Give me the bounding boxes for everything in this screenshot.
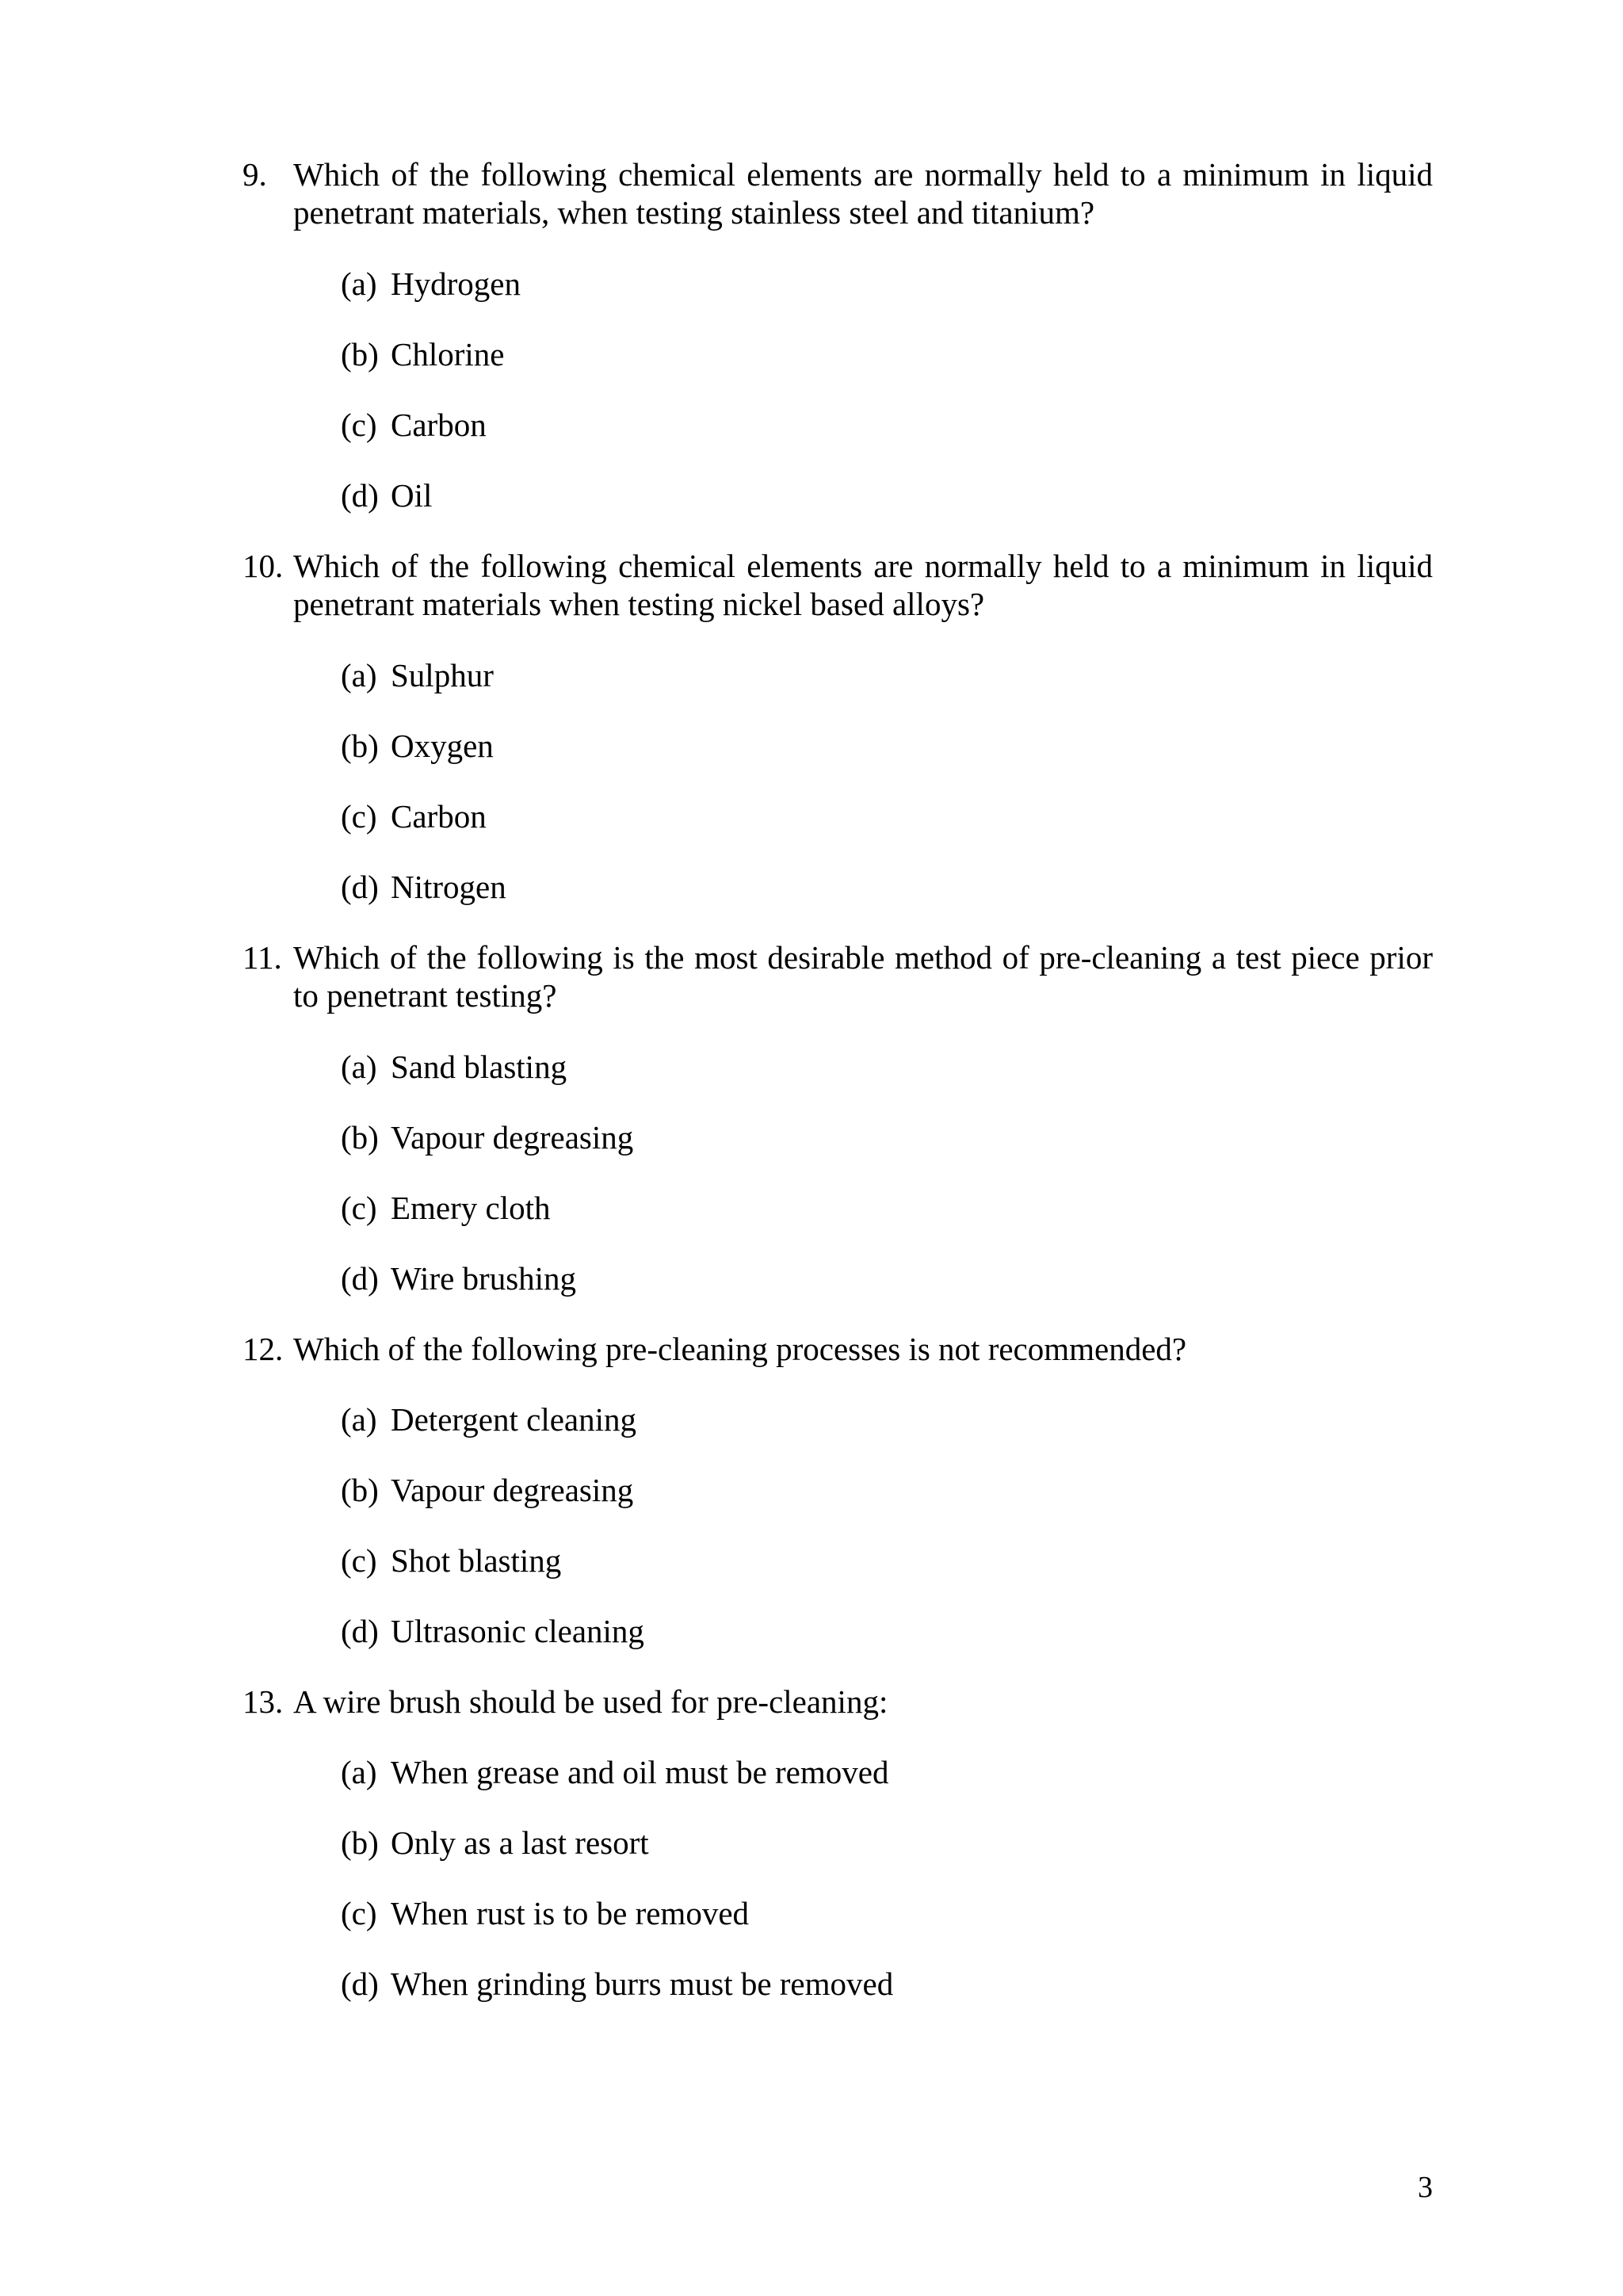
option-text: When rust is to be removed <box>391 1895 750 1931</box>
option-letter: (d) <box>341 1260 379 1297</box>
option-text: Carbon <box>391 798 487 835</box>
option-letter: (b) <box>341 728 379 764</box>
option-text: Vapour degreasing <box>391 1119 634 1156</box>
question-10 <box>242 547 1433 623</box>
option-13d <box>341 1965 893 2003</box>
option-13a <box>341 1753 888 1791</box>
option-letter: (b) <box>341 336 379 372</box>
option-letter: (a) <box>341 1401 377 1438</box>
option-letter: (d) <box>341 477 379 514</box>
question-12 <box>242 1330 1433 1368</box>
page-number: 3 <box>1418 2171 1433 2204</box>
option-text: Nitrogen <box>391 869 506 905</box>
option-11c <box>341 1189 551 1227</box>
option-11b <box>341 1118 633 1156</box>
option-9a <box>341 265 521 303</box>
option-letter: (c) <box>341 407 377 443</box>
option-11d <box>341 1259 576 1297</box>
question-number: 13. <box>242 1683 284 1720</box>
option-letter: (d) <box>341 1613 379 1649</box>
option-9c <box>341 406 487 444</box>
option-text: Oxygen <box>391 728 494 764</box>
option-text: Ultrasonic cleaning <box>391 1613 644 1649</box>
option-9d <box>341 476 432 514</box>
option-10a <box>341 656 494 694</box>
option-text: When grease and oil must be removed <box>391 1754 889 1790</box>
option-text: Detergent cleaning <box>391 1401 637 1438</box>
question-text: Which of the following chemical elements are normally held to a minimum in liquid penetrant materials when testing nickel based alloys? <box>293 548 1433 622</box>
option-letter: (b) <box>341 1119 379 1156</box>
question-11 <box>242 938 1433 1014</box>
option-letter: (a) <box>341 1754 377 1790</box>
option-letter: (b) <box>341 1472 379 1508</box>
option-12a <box>341 1400 636 1438</box>
option-letter: (d) <box>341 1966 379 2002</box>
question-number: 11. <box>242 939 282 976</box>
option-text: Oil <box>391 477 433 514</box>
question-number: 12. <box>242 1331 284 1367</box>
option-letter: (c) <box>341 1190 377 1226</box>
option-10b <box>341 727 494 765</box>
option-13c <box>341 1894 749 1932</box>
option-text: Carbon <box>391 407 487 443</box>
option-12b <box>341 1471 633 1509</box>
option-text: Shot blasting <box>391 1542 562 1579</box>
option-text: When grinding burrs must be removed <box>391 1966 894 2002</box>
option-letter: (a) <box>341 657 377 693</box>
question-text: A wire brush should be used for pre-cleaning: <box>293 1683 888 1720</box>
option-text: Wire brushing <box>391 1260 577 1297</box>
question-9 <box>242 155 1433 231</box>
question-number: 9. <box>242 156 267 193</box>
option-10c <box>341 797 487 835</box>
question-text: Which of the following is the most desirable method of pre-cleaning a test piece prior to penetrant testing? <box>293 939 1433 1014</box>
option-text: Sulphur <box>391 657 494 693</box>
option-text: Hydrogen <box>391 266 521 302</box>
option-text: Sand blasting <box>391 1049 567 1085</box>
option-text: Emery cloth <box>391 1190 551 1226</box>
option-10d <box>341 868 506 906</box>
question-text: Which of the following pre-cleaning processes is not recommended? <box>293 1331 1187 1367</box>
option-letter: (c) <box>341 1895 377 1931</box>
question-text: Which of the following chemical elements are normally held to a minimum in liquid penetrant materials, when testing stainless steel and titanium? <box>293 156 1433 231</box>
question-13 <box>242 1683 1433 1721</box>
option-13b <box>341 1824 649 1862</box>
option-letter: (a) <box>341 266 377 302</box>
option-9b <box>341 335 504 373</box>
option-letter: (c) <box>341 798 377 835</box>
option-12d <box>341 1612 644 1650</box>
option-letter: (a) <box>341 1049 377 1085</box>
option-text: Only as a last resort <box>391 1824 649 1861</box>
option-text: Chlorine <box>391 336 505 372</box>
option-letter: (b) <box>341 1824 379 1861</box>
option-11a <box>341 1048 567 1086</box>
option-12c <box>341 1541 561 1580</box>
option-letter: (c) <box>341 1542 377 1579</box>
question-number: 10. <box>242 548 284 584</box>
option-letter: (d) <box>341 869 379 905</box>
option-text: Vapour degreasing <box>391 1472 634 1508</box>
